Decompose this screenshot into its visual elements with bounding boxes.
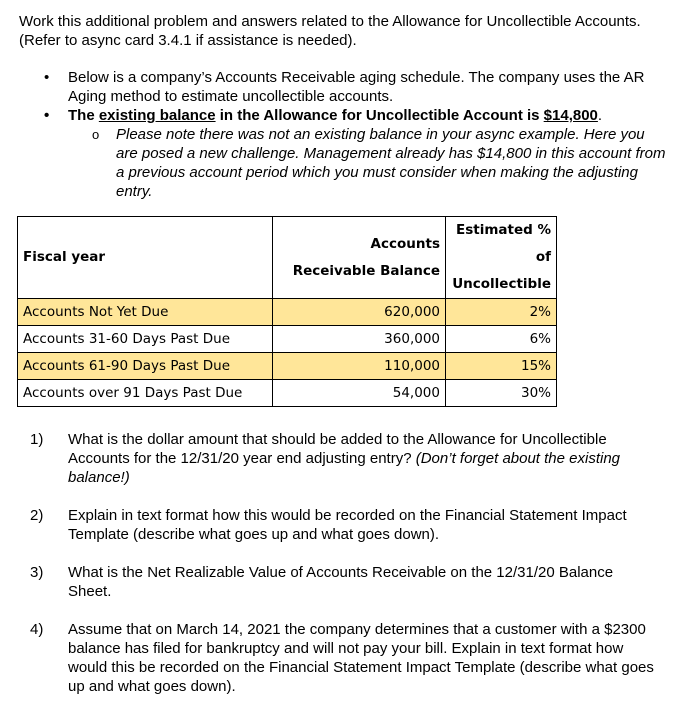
row-label: Accounts Not Yet Due [18, 299, 273, 326]
question-note: (Don’t forget about the existing balance!) [68, 450, 621, 486]
question-list [30, 430, 660, 715]
bullet-text: . [597, 107, 603, 124]
question-number: 2) [30, 507, 44, 524]
header-fiscal-year: Fiscal year [18, 217, 273, 299]
header-ar-balance: Accounts Receivable Balance [273, 217, 446, 299]
table-row [18, 299, 557, 326]
table-row [18, 353, 557, 380]
question-text: Explain in text format how this would be recorded on the Financial Statement Impact Template (describe what goes up and what goes down). [68, 507, 627, 543]
intro-paragraph: Work this additional problem and answers related to the Allowance for Uncollectible Accounts. (Refer to async card 3.4.1 if assistance is needed). [19, 13, 641, 49]
question-3 [30, 563, 660, 601]
bullet-icon: • [44, 107, 50, 124]
question-4 [30, 620, 660, 696]
ar-aging-table [17, 216, 557, 407]
row-label: Accounts 61-90 Days Past Due [18, 353, 273, 380]
question-number: 1) [30, 431, 44, 448]
sub-bullet-item [68, 125, 670, 201]
table-row [18, 326, 557, 353]
bullet-text: Below is a company’s Accounts Receivable aging schedule. The company uses the AR Aging method to estimate uncollectible accounts. [68, 69, 645, 105]
circle-bullet-icon: o [92, 127, 100, 142]
question-text: What is the dollar amount that should be added to the Allowance for Uncollectible Accounts for the 12/31/20 year end adjusting entry? [68, 431, 607, 467]
row-pct: 2% [446, 299, 557, 326]
question-2 [30, 506, 660, 544]
balance-amount: $14,800 [543, 107, 598, 124]
bullet-item [40, 68, 670, 106]
row-pct: 6% [446, 326, 557, 353]
question-text: What is the Net Realizable Value of Accounts Receivable on the 12/31/20 Balance Sheet. [68, 564, 614, 600]
row-balance: 54,000 [273, 380, 446, 407]
question-1 [30, 430, 660, 487]
row-balance: 110,000 [273, 353, 446, 380]
sub-bullet-text: Please note there was not an existing balance in your async example. Here you are posed a new challenge. Management already has $14,800 in this account from a previous account period which you must consider when making the adjusting entry. [116, 126, 666, 200]
table-row [18, 380, 557, 407]
row-balance: 360,000 [273, 326, 446, 353]
existing-balance-emphasis: existing balance [98, 107, 216, 124]
bullet-icon: • [44, 69, 50, 86]
sub-bullet-list [68, 125, 670, 201]
table-header-row [18, 217, 557, 299]
row-balance: 620,000 [273, 299, 446, 326]
row-label: Accounts 31-60 Days Past Due [18, 326, 273, 353]
bullet-text: The [68, 107, 99, 124]
question-number: 4) [30, 621, 44, 638]
bullet-list [40, 68, 670, 201]
row-label: Accounts over 91 Days Past Due [18, 380, 273, 407]
question-number: 3) [30, 564, 44, 581]
bullet-item-existing-balance [40, 106, 670, 201]
bullet-text: in the Allowance for Uncollectible Account is [215, 107, 544, 124]
question-text: Assume that on March 14, 2021 the company determines that a customer with a $2300 balance has filed for bankruptcy and will not pay your bill. Explain in text format how would this be recorded on the Financial Statement Impact Template (describe what goes up and what goes down). [68, 621, 654, 695]
header-estimated-pct: Estimated % of Uncollectible [446, 217, 557, 299]
row-pct: 15% [446, 353, 557, 380]
row-pct: 30% [446, 380, 557, 407]
